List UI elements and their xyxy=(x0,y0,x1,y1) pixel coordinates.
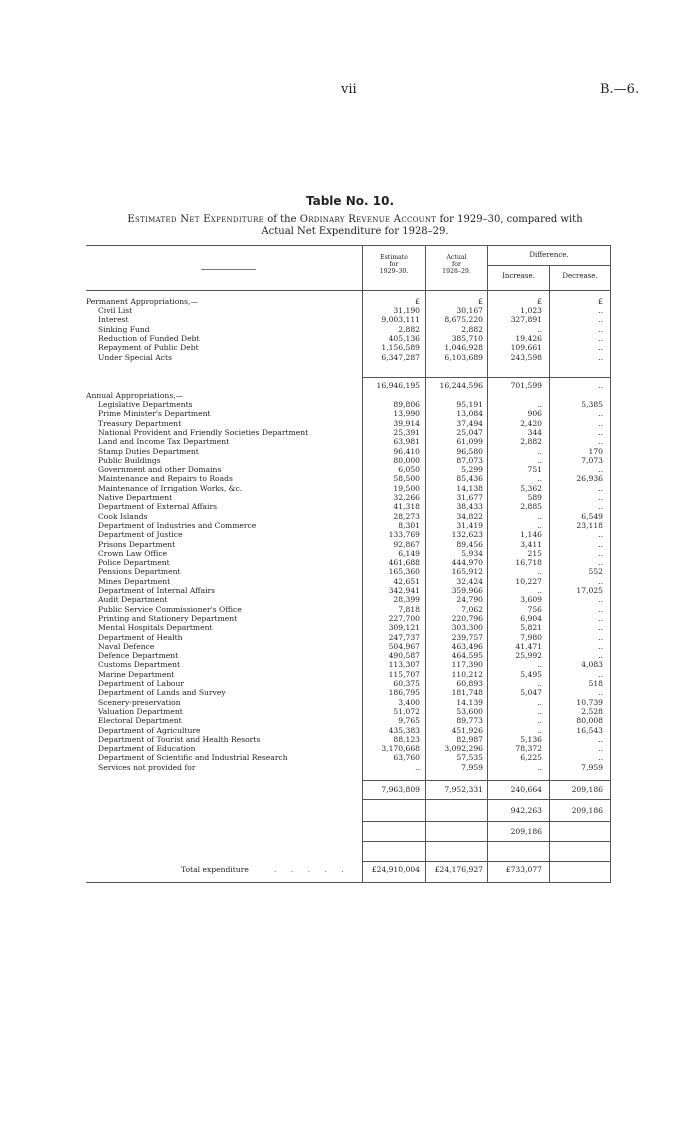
col-divider-5 xyxy=(610,245,611,883)
row-label: Department of Lands and Survey xyxy=(98,688,226,698)
row-label: Treasury Department xyxy=(98,418,182,428)
row-actual: 5,934 xyxy=(461,548,483,558)
row-increase: 215 xyxy=(527,548,542,558)
estimate-heading-2: for xyxy=(389,261,399,268)
row-increase: 906 xyxy=(527,409,542,419)
row-estimate: 504,967 xyxy=(388,641,420,651)
row-estimate: .. xyxy=(415,762,420,772)
row-label: Maintenance and Repairs to Roads xyxy=(98,474,233,484)
row-increase: .. xyxy=(537,324,542,334)
row-label: Department of Education xyxy=(98,744,196,754)
row-actual: 85,436 xyxy=(456,474,483,484)
row-estimate: 63,981 xyxy=(393,437,420,447)
row-decrease: .. xyxy=(598,352,603,362)
row-actual: 60,893 xyxy=(456,679,483,688)
row-increase: 5,821 xyxy=(520,623,542,633)
row-actual: 451,926 xyxy=(451,725,483,735)
row-increase: 1,146 xyxy=(520,530,542,540)
row-decrease: .. xyxy=(598,558,603,568)
perm-subtotal-increase: 701,599 xyxy=(510,381,542,390)
caption-line2: Actual Net Expenditure for 1928–29. xyxy=(261,226,449,237)
total-estimate: £24,910,004 xyxy=(371,865,420,874)
increase-heading: Increase. xyxy=(502,272,535,280)
row-decrease: .. xyxy=(598,669,603,679)
row-decrease: .. xyxy=(598,753,603,763)
combined-decrease: 209,186 xyxy=(571,806,603,815)
row-label: Under Special Acts xyxy=(98,352,172,362)
row-actual: 117,390 xyxy=(451,660,483,670)
row-label: Interest xyxy=(98,315,129,325)
row-increase: 756 xyxy=(527,604,542,614)
row-estimate: 405,136 xyxy=(388,333,420,343)
actual-heading-2: for xyxy=(452,261,461,268)
row-decrease: 170 xyxy=(588,446,603,456)
row-estimate: 88,123 xyxy=(393,734,420,744)
row-label: Pensions Department xyxy=(98,567,181,577)
row-decrease: 7,073 xyxy=(581,455,603,465)
row-estimate: 7,818 xyxy=(398,604,420,614)
row-increase: 5,047 xyxy=(520,688,542,698)
row-increase: .. xyxy=(537,511,542,521)
row-label: Civil List xyxy=(98,306,133,315)
row-increase: 327,891 xyxy=(510,315,542,325)
row-increase: .. xyxy=(537,520,542,530)
row-label: Naval Defence xyxy=(98,641,155,651)
row-actual: 61,099 xyxy=(456,437,483,447)
perm-subtotal-actual: 16,244,596 xyxy=(439,381,483,390)
row-actual: 359,966 xyxy=(451,586,483,595)
row-actual: 96,580 xyxy=(456,446,483,456)
row-actual: 30,167 xyxy=(456,306,483,315)
row-decrease: .. xyxy=(598,502,603,512)
combined-offset: 209,186 xyxy=(510,827,542,836)
row-increase: .. xyxy=(537,706,542,716)
row-actual: 14,138 xyxy=(456,483,483,493)
row-estimate: 227,700 xyxy=(388,613,420,623)
row-label: Defence Department xyxy=(98,651,179,661)
row-increase: 16,718 xyxy=(515,558,542,568)
caption-smallcaps-a: Estimated Net Expenditure xyxy=(127,214,265,225)
annual-subtotal-estimate: 7,963,809 xyxy=(381,785,420,794)
row-label: Public Service Commissioner's Office xyxy=(98,604,242,614)
row-estimate: 113,307 xyxy=(388,660,420,670)
row-decrease: .. xyxy=(598,604,603,614)
row-decrease: .. xyxy=(598,623,603,633)
row-estimate: 133,769 xyxy=(388,530,420,540)
row-increase: .. xyxy=(537,446,542,456)
row-label: Valuation Department xyxy=(98,706,183,716)
row-increase: 5,362 xyxy=(520,483,542,493)
row-estimate: 13,990 xyxy=(393,409,420,419)
row-increase: 6,904 xyxy=(520,613,542,623)
row-estimate: 6,050 xyxy=(398,465,420,475)
row-increase: 1,023 xyxy=(520,306,542,315)
permanent-heading: Permanent Appropriations,— xyxy=(86,297,199,306)
row-estimate: 3,170,668 xyxy=(381,744,420,754)
row-estimate: 42,651 xyxy=(393,576,420,586)
row-decrease: 23,118 xyxy=(576,520,603,530)
row-estimate: 309,121 xyxy=(388,623,420,633)
row-estimate: 186,795 xyxy=(388,688,420,698)
row-decrease: 4,083 xyxy=(581,660,603,670)
row-decrease: .. xyxy=(598,333,603,343)
row-actual: 464,595 xyxy=(451,651,483,661)
row-actual: 239,757 xyxy=(451,632,483,642)
annual-heading: Annual Appropriations,— xyxy=(86,391,184,400)
row-actual: 303,300 xyxy=(451,623,483,633)
row-label: Marine Department xyxy=(98,669,175,679)
row-actual: 25,047 xyxy=(456,427,483,437)
row-actual: 165,912 xyxy=(451,567,483,577)
row-decrease: .. xyxy=(598,530,603,540)
caption-mid: of the xyxy=(264,214,300,225)
row-decrease: .. xyxy=(598,427,603,437)
row-decrease: 7,959 xyxy=(581,762,603,772)
row-increase: .. xyxy=(537,716,542,726)
row-decrease: .. xyxy=(598,418,603,428)
row-actual: 89,456 xyxy=(456,539,483,549)
annual-subtotal-actual: 7,952,331 xyxy=(444,785,483,794)
row-estimate: 3,400 xyxy=(398,697,420,707)
row-actual: 463,496 xyxy=(451,641,483,651)
row-label: Cook Islands xyxy=(98,511,148,521)
row-estimate: 8,301 xyxy=(398,520,420,530)
row-actual: 38,433 xyxy=(456,502,483,512)
estimate-heading-3: 1929–30. xyxy=(379,268,409,275)
currency-mark: £ xyxy=(415,297,420,306)
row-estimate: 92,867 xyxy=(393,539,420,549)
row-actual: 444,970 xyxy=(451,558,483,568)
row-label: Department of Justice xyxy=(98,530,183,540)
row-label: Department of Labour xyxy=(98,679,185,688)
row-actual: 2,882 xyxy=(461,324,483,334)
row-estimate: 32,266 xyxy=(393,493,420,502)
row-label: Department of Health xyxy=(98,632,183,642)
row-increase: .. xyxy=(537,586,542,595)
row-decrease: .. xyxy=(598,306,603,315)
row-decrease: 2,528 xyxy=(581,706,603,716)
perm-subtotal-rule xyxy=(363,377,610,378)
row-estimate: 6,347,287 xyxy=(381,352,420,362)
actual-heading-1: Actual xyxy=(446,254,467,261)
row-estimate: 58,500 xyxy=(393,474,420,484)
row-increase: 6,225 xyxy=(520,753,542,763)
row-decrease: 26,936 xyxy=(576,474,603,484)
row-label: Department of Agriculture xyxy=(98,725,201,735)
row-estimate: 6,149 xyxy=(398,548,420,558)
actual-heading-3: 1928–29. xyxy=(442,268,471,275)
row-estimate: 165,360 xyxy=(388,567,420,577)
row-decrease: .. xyxy=(598,734,603,744)
row-estimate: 41,318 xyxy=(393,502,420,512)
row-estimate: 31,190 xyxy=(393,306,420,315)
row-label: National Provident and Friendly Societies Department xyxy=(98,427,309,437)
row-decrease: .. xyxy=(598,437,603,447)
row-decrease: .. xyxy=(598,641,603,651)
row-label: Reduction of Funded Debt xyxy=(98,333,200,343)
row-actual: 31,677 xyxy=(456,493,483,502)
row-label: Repayment of Public Debt xyxy=(98,343,199,353)
row-label: Department of Internal Affairs xyxy=(98,586,216,595)
row-actual: 7,062 xyxy=(461,604,483,614)
difference-heading: Difference. xyxy=(529,251,569,259)
row-estimate: 28,273 xyxy=(393,511,420,521)
row-decrease: .. xyxy=(598,409,603,419)
combined-rule-b xyxy=(363,821,610,822)
row-estimate: 115,707 xyxy=(388,669,420,679)
row-decrease: 16,543 xyxy=(576,725,603,735)
table-title: Table No. 10. xyxy=(305,194,395,208)
row-estimate: 39,914 xyxy=(393,418,420,428)
row-estimate: 96,410 xyxy=(393,446,420,456)
row-actual: 31,419 xyxy=(456,520,483,530)
row-actual: 32,424 xyxy=(456,576,483,586)
row-actual: 385,710 xyxy=(451,333,483,343)
row-increase: .. xyxy=(537,455,542,465)
row-actual: 24,790 xyxy=(456,595,483,605)
row-label: Department of Scientific and Industrial Research xyxy=(98,753,288,763)
col-divider-3 xyxy=(487,245,488,883)
row-actual: 3,092,296 xyxy=(444,744,483,754)
row-increase: 751 xyxy=(527,465,542,475)
row-increase: 41,471 xyxy=(515,641,542,651)
row-estimate: 89,806 xyxy=(393,400,420,409)
row-increase: .. xyxy=(537,679,542,688)
actual-heading xyxy=(426,254,487,275)
row-increase: .. xyxy=(537,474,542,484)
row-actual: 8,675,220 xyxy=(444,315,483,325)
row-decrease: 17,025 xyxy=(576,586,603,595)
row-label: Department of External Affairs xyxy=(98,502,217,512)
row-label: Native Department xyxy=(98,493,173,502)
row-estimate: 80,000 xyxy=(393,455,420,465)
perm-subtotal-estimate: 16,946,195 xyxy=(376,381,420,390)
row-estimate: 490,587 xyxy=(388,651,420,661)
row-actual: 5,299 xyxy=(461,465,483,475)
row-label: Electoral Department xyxy=(98,716,182,726)
combined-rule-c xyxy=(363,841,610,842)
row-decrease: .. xyxy=(598,548,603,558)
total-actual: £24,176,927 xyxy=(434,865,483,874)
row-actual: 7,959 xyxy=(461,762,483,772)
row-label: Crown Law Office xyxy=(98,548,168,558)
row-decrease: .. xyxy=(598,632,603,642)
row-label: Department of Tourist and Health Resorts xyxy=(98,734,261,744)
total-increase: £733,077 xyxy=(505,865,542,874)
row-decrease: 6,549 xyxy=(581,511,603,521)
row-increase: 109,661 xyxy=(510,343,542,353)
row-decrease: .. xyxy=(598,576,603,586)
row-increase: .. xyxy=(537,567,542,577)
row-label: Scenery-preservation xyxy=(98,697,181,707)
row-increase: 10,227 xyxy=(515,576,542,586)
row-decrease: .. xyxy=(598,465,603,475)
row-increase: 3,609 xyxy=(520,595,542,605)
annual-subtotal-decrease: 209,186 xyxy=(571,785,603,794)
row-label: Mines Department xyxy=(98,576,171,586)
row-estimate: 247,737 xyxy=(388,632,420,642)
row-decrease: .. xyxy=(598,613,603,623)
row-actual: 14,139 xyxy=(456,697,483,707)
document-code: B.—6. xyxy=(600,82,640,97)
row-increase: 5,495 xyxy=(520,669,542,679)
col-divider-1 xyxy=(362,245,363,883)
combined-increase: 942,263 xyxy=(510,806,542,815)
table-caption xyxy=(85,214,625,238)
row-increase: .. xyxy=(537,400,542,409)
row-actual: 53,600 xyxy=(456,706,483,716)
row-estimate: 435,383 xyxy=(388,725,420,735)
row-decrease: .. xyxy=(598,324,603,334)
row-actual: 110,212 xyxy=(451,669,483,679)
row-increase: .. xyxy=(537,660,542,670)
decrease-heading: Decrease. xyxy=(562,272,598,280)
currency-mark: £ xyxy=(478,297,483,306)
row-actual: 37,494 xyxy=(456,418,483,428)
row-estimate: 28,399 xyxy=(393,595,420,605)
row-decrease: .. xyxy=(598,539,603,549)
table-top-rule xyxy=(86,245,611,246)
row-label: Printing and Stationery Department xyxy=(98,613,238,623)
row-decrease: .. xyxy=(598,651,603,661)
row-label: Legislative Departments xyxy=(98,400,193,409)
annual-subtotal-rule xyxy=(363,780,610,781)
caption-end: for 1929–30, compared with xyxy=(436,214,583,225)
row-actual: 132,623 xyxy=(451,530,483,540)
row-decrease: .. xyxy=(598,315,603,325)
row-label: Government and other Domains xyxy=(98,465,222,475)
row-decrease: 552 xyxy=(588,567,603,577)
row-increase: 2,882 xyxy=(520,437,542,447)
page-number: vii xyxy=(341,82,357,97)
row-estimate: 9,003,111 xyxy=(381,315,420,325)
row-estimate: 2,882 xyxy=(398,324,420,334)
combined-rule-a xyxy=(363,799,610,800)
row-actual: 1,046,928 xyxy=(444,343,483,353)
row-increase: .. xyxy=(537,762,542,772)
row-actual: 220,796 xyxy=(451,613,483,623)
row-decrease: 80,008 xyxy=(576,716,603,726)
estimate-heading-1: Estimate xyxy=(380,254,408,261)
stub-heading-dash xyxy=(201,269,256,270)
row-decrease: .. xyxy=(598,493,603,502)
row-decrease: .. xyxy=(598,343,603,353)
row-increase: .. xyxy=(537,725,542,735)
row-label: Services not provided for xyxy=(98,762,196,772)
row-decrease: .. xyxy=(598,688,603,698)
row-label: Department of Industries and Commerce xyxy=(98,520,257,530)
row-estimate: 19,500 xyxy=(393,483,420,493)
row-estimate: 342,941 xyxy=(388,586,420,595)
row-label: Mental Hospitals Department xyxy=(98,623,213,633)
row-label: Audit Department xyxy=(98,595,168,605)
row-estimate: 60,375 xyxy=(393,679,420,688)
total-label: Total expenditure xyxy=(181,865,249,874)
row-increase: 3,411 xyxy=(520,539,542,549)
row-actual: 6,103,689 xyxy=(444,352,483,362)
row-estimate: 1,156,589 xyxy=(381,343,420,353)
row-label: Stamp Duties Department xyxy=(98,446,199,456)
table-bottom-rule xyxy=(86,882,611,883)
row-increase: 25,992 xyxy=(515,651,542,661)
expenditure-table xyxy=(86,245,611,884)
row-increase: 2,885 xyxy=(520,502,542,512)
total-leader: . . . . . xyxy=(274,865,350,874)
total-rule xyxy=(363,861,610,862)
estimate-heading xyxy=(363,254,425,275)
row-increase: 78,372 xyxy=(515,744,542,754)
row-actual: 57,535 xyxy=(456,753,483,763)
row-estimate: 63,760 xyxy=(393,753,420,763)
row-increase: 344 xyxy=(527,427,542,437)
perm-subtotal-decrease: .. xyxy=(598,381,603,390)
caption-smallcaps-b: Ordinary Revenue Account xyxy=(299,214,437,225)
col-divider-4 xyxy=(549,265,550,883)
row-increase: 19,426 xyxy=(515,333,542,343)
row-label: Prime Minister's Department xyxy=(98,409,211,419)
row-label: Customs Department xyxy=(98,660,181,670)
annual-subtotal-increase: 240,664 xyxy=(510,785,542,794)
row-decrease: .. xyxy=(598,595,603,605)
row-label: Land and Income Tax Department xyxy=(98,437,230,447)
row-label: Public Buildings xyxy=(98,455,161,465)
row-increase: .. xyxy=(537,697,542,707)
row-increase: 589 xyxy=(527,493,542,502)
row-label: Maintenance of Irrigation Works, &c. xyxy=(98,483,243,493)
row-actual: 13,084 xyxy=(456,409,483,419)
row-decrease: .. xyxy=(598,483,603,493)
row-label: Police Department xyxy=(98,558,170,568)
row-increase: 243,598 xyxy=(510,352,542,362)
row-decrease: .. xyxy=(598,744,603,754)
row-estimate: 25,391 xyxy=(393,427,420,437)
row-increase: 2,420 xyxy=(520,418,542,428)
row-actual: 82,987 xyxy=(456,734,483,744)
row-increase: 7,980 xyxy=(520,632,542,642)
row-actual: 89,773 xyxy=(456,716,483,726)
row-label: Prisons Department xyxy=(98,539,176,549)
row-actual: 181,748 xyxy=(451,688,483,698)
row-decrease: 518 xyxy=(588,679,603,688)
currency-mark: £ xyxy=(537,297,542,306)
row-decrease: 5,385 xyxy=(581,400,603,409)
row-estimate: 51,072 xyxy=(393,706,420,716)
row-actual: 34,822 xyxy=(456,511,483,521)
header-bottom-rule xyxy=(86,290,611,291)
row-actual: 87,073 xyxy=(456,455,483,465)
row-estimate: 461,688 xyxy=(388,558,420,568)
row-actual: 95,191 xyxy=(456,400,483,409)
row-estimate: 9,765 xyxy=(398,716,420,726)
row-decrease: 10,739 xyxy=(576,697,603,707)
row-label: Sinking Fund xyxy=(98,324,150,334)
row-increase: 5,136 xyxy=(520,734,542,744)
currency-mark: £ xyxy=(598,297,603,306)
